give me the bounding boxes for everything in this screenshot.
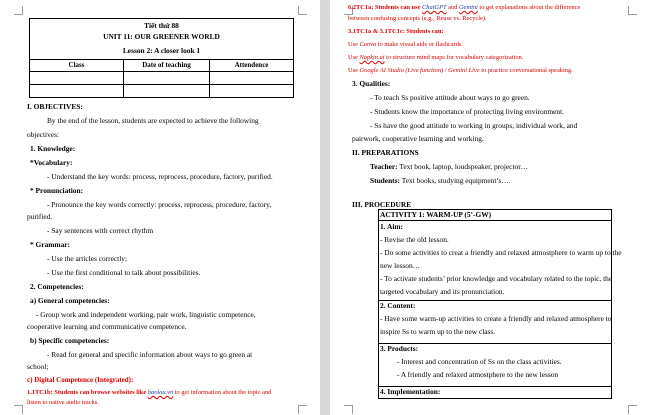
left-page [0, 0, 320, 415]
products-text: - Interest and concentration of Ss on the class activities. [397, 357, 562, 366]
chatgpt-link[interactable]: ChatGPT [422, 4, 447, 11]
specific-competencies-heading: b) Specific competencies: [30, 336, 110, 345]
procedure-heading: III. PROCEDURE [352, 200, 412, 209]
preparations-heading: II. PREPARATIONS [352, 148, 419, 157]
crop-mark [344, 405, 353, 414]
period-label: Tiết thứ 88 [144, 21, 179, 30]
content-text: inspire Ss to warm up to the new class. [380, 327, 496, 336]
crop-mark [298, 405, 307, 414]
aim-text: targeted vocabulary and its pronunciation. [380, 287, 505, 296]
digital-competence-text: Use Canva to make visual aids or flashcards. [348, 41, 464, 48]
qualities-text: - To teach Ss positive attitude about ways to go green. [370, 93, 530, 102]
general-competencies-text: cooperative learning and communicative competence. [27, 322, 187, 331]
crop-mark [14, 6, 23, 15]
lesson-header-table [29, 18, 294, 98]
objectives-text: By the end of the lesson, students are expected to achieve the following [47, 116, 259, 125]
crop-mark [628, 6, 637, 15]
column-date: Date of teaching [123, 60, 209, 72]
products-text: - A friendly and relaxed atmostphere to the new lesson [397, 370, 559, 379]
general-competencies-text: - Group work and independent working, pair work, linguistic competence, [36, 310, 256, 319]
pronunciation-text: - Pronounce the key words correctly: process, reprocess, procedure, factory, [47, 200, 272, 209]
digital-competence-text: 1.1TC1b: Students can browse websites like baolau.vn to get information about the topic and [27, 389, 272, 396]
qualities-text: - Students know the importance of protecting living environment. [370, 107, 564, 116]
pronunciation-heading: * Pronunciation: [30, 186, 84, 195]
unit-title: UNIT 11: OUR GREENER WORLD [103, 32, 220, 41]
column-attendence: Attendence [209, 60, 293, 72]
digital-competence-text: Use Google AI Studio (Live function) / Gemini Live to practice conversational speaking. [348, 67, 573, 74]
specific-competencies-text: - Read for general and specific information about ways to go green at [47, 350, 253, 359]
google-ai-studio-tool: Google AI Studio (Live function) / Gemini Live [359, 67, 480, 74]
digital-competence-text: 6.2TC1a: Students can use ChatGPT and Gemini to get explanations about the difference [348, 4, 581, 11]
table-row [30, 84, 293, 98]
aim-text: - Do some activities to creat a friendly and relaxed atmostphere to warm up to the [380, 248, 622, 257]
grammar-text: - Use the articles correctly; [47, 254, 128, 263]
implementation-heading: 4. Implementation: [380, 387, 441, 396]
napkin-tool: Napkin.ai [359, 54, 385, 61]
vocabulary-text: - Understand the key words: process, reprocess, procedure, factory, purified. [47, 172, 273, 181]
lesson-title: Lesson 2: A closer look 1 [122, 46, 201, 55]
aim-text: - Revise the old lesson. [380, 235, 449, 244]
qualities-text: - Ss have the good attitude to working in groups, individual work, and [370, 121, 578, 130]
digital-competence-heading: c) Digital Competence (Integrated): [27, 376, 134, 384]
crop-mark [628, 405, 637, 414]
specific-competencies-text: school; [27, 362, 49, 371]
products-heading: 3. Products: [380, 344, 419, 353]
website-link[interactable]: baolau.vn [147, 389, 174, 396]
objectives-text: objectives: [27, 130, 60, 139]
grammar-heading: * Grammar: [30, 240, 71, 249]
knowledge-heading: 1. Knowledge: [30, 144, 76, 153]
column-class: Class [68, 61, 85, 69]
qualities-text: pairwork, cooperative learning and working. [352, 134, 484, 143]
activity-heading: ACTIVITY 1: WARM-UP (5’-GW) [380, 210, 492, 219]
competencies-heading: 2. Competencies: [30, 282, 84, 291]
aim-text: - To activate students’ prior knowledge and vocabulary related to the topic, the [380, 274, 613, 283]
table-row [30, 71, 293, 85]
teacher-preparation: Teacher: Text book, laptop, loudspeaker, projector… [370, 162, 529, 171]
pronunciation-text: - Say sentences with correct rhythm [47, 226, 154, 235]
general-competencies-heading: a) General competencies: [30, 296, 110, 305]
content-heading: 2. Content: [380, 301, 416, 310]
vocabulary-heading: *Vocabulary: [30, 158, 73, 167]
students-preparation: Students: Text books, studying equipment’s…. [370, 176, 511, 185]
canva-tool: Canva [359, 41, 377, 48]
aim-heading: 1. Aim: [380, 222, 403, 231]
digital-competence-text: listen to native audio tracks. [27, 399, 99, 406]
content-text: - Have some warm-up activities to create a friendly and relaxed atmosphere to [380, 314, 612, 323]
qualities-heading: 3. Qualities: [352, 79, 391, 88]
digital-competence-heading: 3.1TC1a & 3.1TC1c: Students can: [348, 28, 444, 35]
aim-text: new lesson… [380, 261, 421, 270]
gemini-link[interactable]: Gemini [459, 4, 478, 11]
crop-mark [298, 6, 307, 15]
pronunciation-text: purified. [27, 212, 53, 221]
grammar-text: - Use the first conditional to talk about possibilities. [47, 268, 201, 277]
crop-mark [14, 405, 23, 414]
objectives-heading: I. OBJECTIVES: [27, 102, 83, 111]
digital-competence-text: Use Napkin.ai to structure mind maps for vocabulary categorization. [348, 54, 524, 61]
digital-competence-text: between confusing concepts (e.g., Reuse vs. Recycle). [348, 15, 487, 22]
